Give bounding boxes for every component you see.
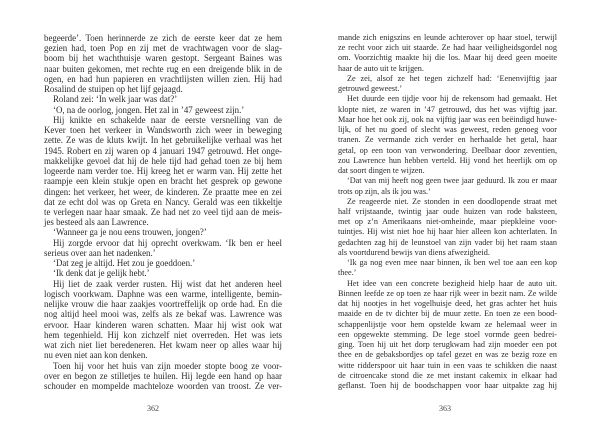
paragraph (338, 279, 557, 392)
text-line: ‘Dat zeg je altijd. Het zou je goeddoen.’ (53, 258, 196, 269)
text-line: ging. Toen hij uit het dorp terugkwam had zijn moeder een pot (338, 340, 557, 350)
paragraph (338, 94, 557, 176)
text-line: ervoor. Haar kinderen waren schatten. Maar hij wist ook wat (44, 319, 282, 330)
text-line: dat soort dingen te wijzen. (338, 166, 425, 176)
paragraph (338, 74, 557, 94)
text-line: te verlegen naar haar smaak. Ze had net zo veel tijd aan de meis- (44, 206, 282, 217)
paragraph (338, 258, 557, 278)
paragraph (44, 227, 282, 237)
right-page-text (338, 33, 557, 391)
text-line: nog altijd heel mooi was, zelfs als ze bekaf was. Lawrence was (44, 309, 282, 320)
text-line: zette. Ze was de kluts kwijt. In het gebruikelijke verhaal was het (44, 135, 282, 146)
text-line: serieus over aan het nadenken.’ (44, 247, 156, 258)
text-line: geflanst. Toen hij de boodschappen voor haar uitpakte zag hij (338, 380, 557, 390)
text-line: hem tegenhield. Hij kon zichzelf niet overreden. Het was iets (44, 329, 282, 340)
text-line: naar buiten gekomen, met rechte rug en een dreigende blik in de (44, 63, 282, 74)
text-line: Hij zorgde ervoor dat hij oprecht overkwam. ‘Ik ben er heel (53, 237, 282, 248)
text-line: lijk, of het nu goed of slecht was geweest, reden genoeg voor (338, 125, 557, 135)
text-line: schouder en mompelde machteloze woorden van troost. Ze ver- (44, 380, 282, 391)
text-line: gezien had, toen Pop en zij met de vrachtwagen voor de slag- (44, 43, 282, 54)
paragraph (44, 361, 282, 392)
text-line: getal, op een toon van verwondering. Deelbaar door zeventien, (338, 145, 557, 155)
paragraph (44, 115, 282, 228)
text-line: tranen. Ze vermande zich verder en herhaalde het getal, haar (338, 135, 557, 145)
text-line: ‘Ik denk dat je gelijk hebt.’ (53, 268, 150, 279)
text-line: makkelijke gevoel dat hij de hele tijd had gehad toen ze bij hem (44, 155, 282, 166)
paragraph (44, 268, 282, 278)
text-line: Binnen leefde ze op toen ze haar rijk weer in bezit nam. Ze wilde (338, 288, 557, 298)
paragraph (44, 258, 282, 268)
text-line: Kever toen het verkeer in Wandsworth zich weer in beweging (44, 125, 282, 136)
text-line: half vrijstaande, twintig jaar oude huizen van rode baksteen, (338, 206, 557, 216)
text-line: met op z’n Amerikaans niet-omheinde, maar piepkleine voor- (338, 217, 557, 227)
text-line: Ze reageerde niet. Ze stonden in een doodlopende straat met (347, 196, 557, 206)
text-line: nelijke vrouw die haar zaakjes voortreffelijk op orde had. En die (44, 299, 282, 310)
text-line: thee.’ (338, 268, 357, 278)
text-line: Ze zei, alsof ze het tegen zichzelf had: ‘Eenenvijftig jaar (347, 73, 557, 83)
text-line: om. Voorzichtig maakte hij die los. Maar hij deed geen moeite (338, 53, 557, 63)
text-line: als voortdurend bewijs van diens afwezigheid. (338, 247, 490, 257)
text-line: thee en de gebaksbordjes op tafel gezet en was ze bezig roze en (338, 350, 557, 360)
paragraph (44, 94, 282, 104)
text-line: Maar hoe het ook zij, ook na vijftig jaar was een beëindigd huwe- (338, 114, 557, 124)
text-line: wat zich niet liet beredeneren. Het kwam neer op alles waar hij (44, 340, 282, 351)
text-line: Hij liet de zaak verder rusten. Hij wist dat het anderen heel (53, 278, 282, 289)
text-line: begeerde’. Toen herinnerde ze zich de eerste keer dat ze hem (44, 33, 282, 43)
text-line: ‘O, na de oorlog, jongen. Het zal in ’47 geweest zijn.’ (53, 104, 245, 115)
paragraph (338, 176, 557, 196)
text-line: nu even niet aan kon denken. (44, 350, 148, 361)
text-line: Rosalind de stuipen op het lijf gejaagd. (44, 84, 183, 95)
text-line: gedachten zag hij de leunstoel van zijn vader bij het raam staan (338, 237, 557, 247)
paragraph (44, 238, 282, 258)
text-line: getrouwd geweest.’ (338, 84, 403, 94)
text-line: mande zich enigszins en leunde achterover op haar stoel, terwijl (338, 33, 557, 42)
text-line: ‘Dat van mij heeft nog geen twee jaar geduurd. Ik zou er maar (347, 176, 557, 186)
text-line: trots op zijn, als ik jou was.’ (338, 186, 431, 196)
page-number-left: 362 (147, 404, 159, 413)
paragraph (44, 33, 282, 94)
text-line: tuintjes. Hij wist niet hoe hij haar hier alleen kon achterlaten. In (338, 227, 557, 237)
text-line: over en begon ze stilletjes te huilen. Hij legde een hand op haar (44, 370, 282, 381)
text-line: de citroencake stond die ze met instant cakemix in elkaar had (338, 370, 557, 380)
text-line: zou Lawrence hun hebben verteld. Hij vond het heerlijk om op (338, 155, 557, 165)
paragraph (44, 279, 282, 361)
text-line: logeerde nam verder toe. Hij kreeg het er warm van. Hij zette het (44, 166, 282, 177)
paragraph (44, 105, 282, 115)
text-line: raampje een klein stukje open en bracht het gesprek op gewone (44, 176, 282, 187)
text-line: jes besteed als aan Lawrence. (44, 217, 149, 228)
text-line: klopte niet, ze waren in ’47 getrouwd, dus het was vijftig jaar. (338, 104, 557, 114)
text-line: ze recht voor zich uit staarde. Ze had haar veiligheidsgordel nog (338, 43, 557, 53)
text-line: haar de auto uit te krijgen. (338, 63, 424, 73)
text-line: witte ridderspoor uit haar tuin in een vaas te schikken die naast (338, 360, 557, 370)
text-line: maaide en de tv dichter bij de muur zette. En toen ze een bood- (338, 309, 557, 319)
page-number-right: 363 (439, 404, 451, 413)
text-line: logisch voorkwam. Daphne was een warme, intelligente, bemin- (44, 288, 282, 299)
text-line: ogen, en had hun papieren en vrachtlijsten willen zien. Hij had (44, 73, 282, 84)
text-line: Toen hij voor het huis van zijn moeder stopte boog ze voor- (53, 360, 282, 371)
paragraph (338, 33, 557, 74)
text-line: boom bij het wachthuisje waren gestopt. Sergeant Baines was (44, 53, 282, 64)
text-line: dat ze echt dol was op Greta en Nancy. Gerald was een tikkeltje (44, 196, 282, 207)
text-line: dingen: het verkeer, het weer, de kinderen. Ze praatte mee en zei (44, 186, 282, 197)
text-line: schappenlijstje voor hem opstelde kwam ze helemaal weer in (338, 319, 557, 329)
text-line: ‘Ik ga nog even mee naar binnen, ik ben wel toe aan een kop (347, 258, 557, 268)
paragraph (338, 197, 557, 258)
text-line: dat hij nootjes in het vogelhuisje deed, het gras achter het huis (338, 299, 557, 309)
text-line: Hij knikte en schakelde naar de eerste versnelling van de (53, 114, 282, 125)
text-line: Roland zei: ‘In welk jaar was dat?’ (53, 94, 178, 105)
left-page-text (44, 33, 282, 391)
text-line: Het idee van een concrete bezigheid hielp haar de auto uit. (347, 278, 557, 288)
text-line: een opgewekte stemming. De lege stoel vormde geen bedrei- (338, 329, 557, 339)
text-line: Het duurde een tijdje voor hij de rekensom had gemaakt. Het (347, 94, 557, 104)
text-line: 1945. Robert en zij waren op 4 januari 1947 getrouwd. Het onge- (44, 145, 282, 156)
text-line: ‘Wanneer ga je nou eens trouwen, jongen?’ (53, 227, 207, 238)
